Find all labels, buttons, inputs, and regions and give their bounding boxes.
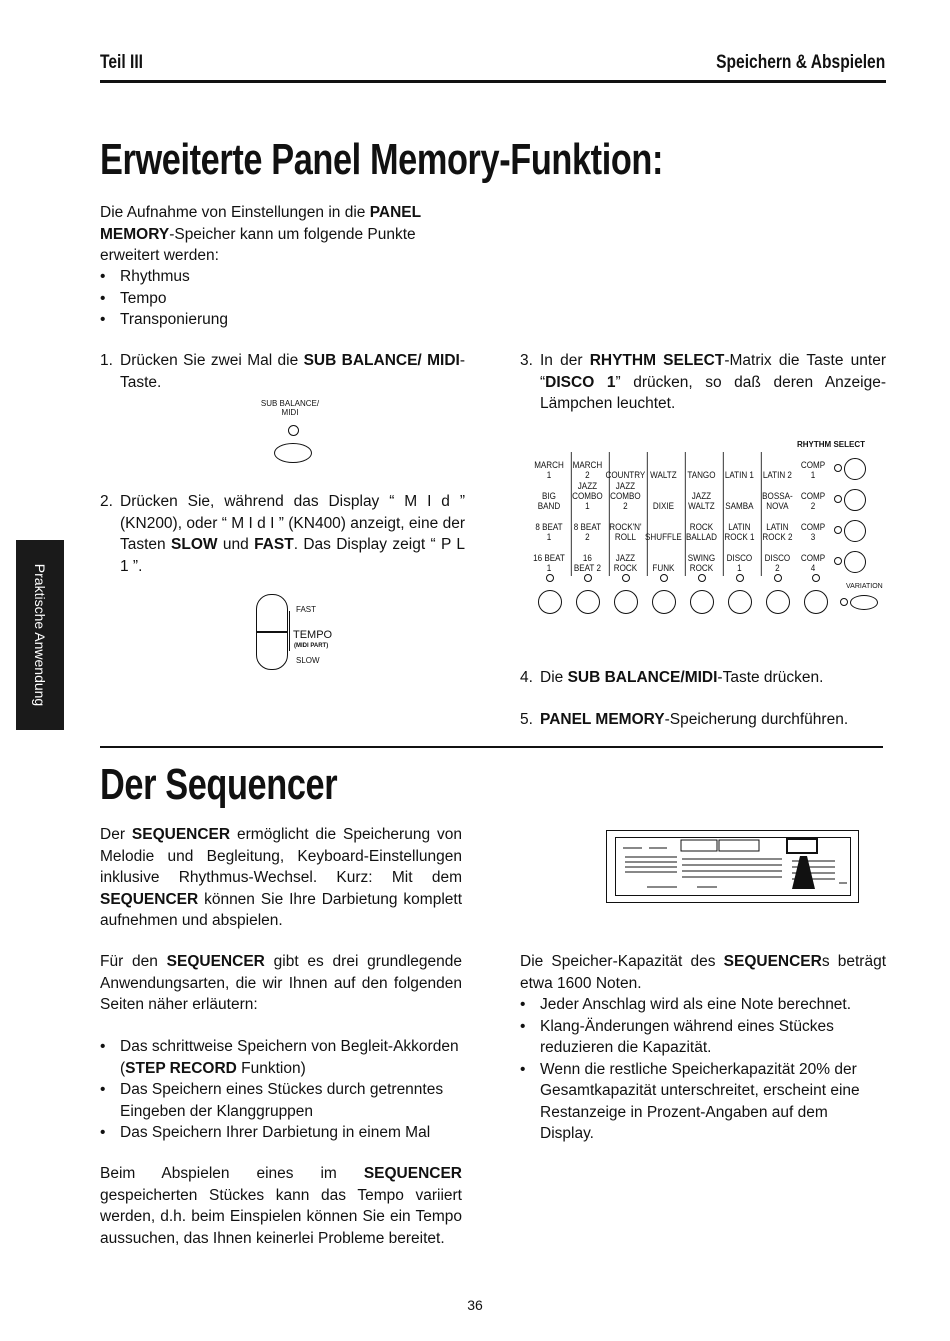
variation-label: VARIATION [846, 583, 883, 590]
rhythm-button[interactable] [728, 590, 752, 614]
sequencer-playback: Beim Abspielen eines im SEQUENCER gespeicherten Stückes kann das Tempo variiert werden, d.h. beim Einspielen können Sie ein Tempo aussuchen, das Ihnen keinerlei Probleme bereitet. [100, 1165, 462, 1247]
rhythm-button[interactable] [652, 590, 676, 614]
sequencer-modes-list [100, 1036, 462, 1144]
list-item: • Das schrittweise Speichern von Begleit-Akkorden (STEP RECORD Funktion) [100, 1036, 462, 1079]
rhythm-button-row [530, 574, 890, 624]
rhythm-button[interactable] [614, 590, 638, 614]
rhythm-button[interactable] [538, 590, 562, 614]
rhythm-label: 8 BEAT 2 [571, 514, 603, 545]
rhythm-label: SAMBA [723, 483, 755, 514]
rhythm-select-label: RHYTHM SELECT [797, 440, 865, 449]
list-item: • Wenn die restliche Speicherkapazität 20% der Gesamtkapazität unterschreitet, erscheint eine Restanzeige in Prozent-Angaben auf dem Display. [520, 1059, 886, 1145]
rhythm-label: LATIN ROCK 1 [723, 514, 755, 545]
indicator-lamp-icon [660, 574, 668, 582]
sub-balance-label: SUB BALANCE/ MIDI [260, 399, 320, 417]
list-item: • Rhythmus [100, 266, 470, 288]
intro-paragraph: Die Aufnahme von Einstellungen in die PANEL MEMORY-Speicher kann um folgende Punkte erweitert werden: [100, 204, 422, 264]
rhythm-label: LATIN 2 [761, 452, 793, 483]
indicator-lamp-icon [834, 464, 842, 472]
list-item: • Das Speichern eines Stückes durch getrenntes Eingeben der Klanggruppen [100, 1079, 462, 1122]
rhythm-button[interactable] [576, 590, 600, 614]
rhythm-label: LATIN ROCK 2 [761, 514, 793, 545]
step-4: 4. Die SUB BALANCE/MIDI-Taste drücken. [520, 669, 824, 686]
step-1: 1. Drücken Sie zwei Mal die SUB BALANCE/ MIDI-Taste. [100, 352, 465, 391]
rhythm-label: DIXIE [647, 483, 679, 514]
indicator-lamp-icon [812, 574, 820, 582]
side-tab: Praktische Anwendung [16, 540, 64, 730]
indicator-lamp-icon [774, 574, 782, 582]
chapter-label: Teil III [100, 52, 143, 73]
chapter-title: Speichern & Abspielen [715, 52, 885, 73]
header-rule [100, 80, 886, 83]
list-item: • Das Speichern Ihrer Darbietung in einem Mal [100, 1122, 462, 1144]
list-item: • Klang-Änderungen während eines Stückes reduzieren die Kapazität. [520, 1016, 886, 1059]
rhythm-label: JAZZ ROCK [609, 545, 641, 576]
fast-label: FAST [296, 605, 317, 614]
indicator-lamp-icon [546, 574, 554, 582]
indicator-lamp-icon [840, 598, 848, 606]
feature-list [100, 266, 470, 331]
list-item: • Transponierung [100, 309, 470, 331]
section-divider [100, 746, 883, 748]
comp-button[interactable] [844, 551, 866, 573]
sequencer-intro: Der SEQUENCER ermöglicht die Speicherung von Melodie und Begleitung, Keyboard-Einstellungen inklusive Rhythmus-Wechsel. Kurz: Mit dem SEQUENCER können Sie Ihre Darbietung komplett aufnehmen und abspielen. [100, 826, 462, 929]
rhythm-label: MARCH 2 [571, 452, 603, 483]
comp-button[interactable] [844, 489, 866, 511]
capacity-notes-list [520, 994, 886, 1145]
rhythm-label: JAZZ COMBO 2 [610, 481, 641, 512]
rhythm-label: DISCO 1 [723, 545, 755, 576]
rhythm-label: SHUFFLE [647, 514, 679, 545]
indicator-lamp-icon [834, 557, 842, 565]
rhythm-select-matrix [530, 452, 830, 576]
rhythm-label: COMP 1 [800, 460, 826, 481]
rhythm-label: JAZZ COMBO 1 [572, 481, 603, 512]
rhythm-button[interactable] [804, 590, 828, 614]
sequencer-uses: Für den SEQUENCER gibt es drei grundlegende Anwendungsarten, die wir Ihnen auf den folgenden Seiten näher erläutern: [100, 953, 462, 1013]
rhythm-label: 16 BEAT 1 [533, 553, 565, 574]
step-2: 2. Drücken Sie, während das Display “ M I d ” (KN200), oder “ M I d I ” (KN400) anzeigt, eine der Tasten SLOW und FAST. Das Display zeigt “ P L 1 ”. [100, 493, 465, 575]
section-title-sequencer: Der Sequencer [100, 760, 338, 809]
sub-balance-midi-button[interactable] [274, 443, 312, 463]
sequencer-capacity: Die Speicher-Kapazität des SEQUENCERs beträgt etwa 1600 Noten. [520, 953, 886, 992]
rhythm-label: LATIN 1 [723, 452, 755, 483]
list-item: • Jeder Anschlag wird als eine Note berechnet. [520, 994, 886, 1016]
rhythm-label: DISCO 2 [761, 545, 793, 576]
rhythm-label: MARCH 1 [534, 460, 564, 481]
rhythm-label: 8 BEAT 1 [535, 522, 563, 543]
step-3: 3. In der RHYTHM SELECT-Matrix die Taste unter “DISCO 1” drücken, so daß deren Anzeige-Lämpchen leuchtet. [520, 352, 887, 412]
midi-part-label: (MIDI PART) [294, 643, 329, 649]
rhythm-label: JAZZ WALTZ [685, 483, 717, 514]
rhythm-label: TANGO [685, 452, 717, 483]
indicator-lamp-icon [288, 425, 299, 436]
comp-button[interactable] [844, 458, 866, 480]
step-5: 5. PANEL MEMORY-Speicherung durchführen. [520, 711, 849, 728]
rhythm-label: COMP 3 [800, 522, 826, 543]
rhythm-label: ROCK BALLAD [685, 514, 717, 545]
control-panel-diagram [606, 830, 859, 903]
rhythm-label: COMP 4 [800, 553, 826, 574]
rhythm-label: 16 BEAT 2 [571, 545, 603, 576]
slow-label: SLOW [296, 656, 320, 665]
list-item: • Tempo [100, 288, 470, 310]
rhythm-label: SWING ROCK [685, 545, 717, 576]
rhythm-label: BIG BAND [537, 491, 561, 512]
tempo-label: TEMPO [293, 629, 333, 641]
rhythm-label: FUNK [647, 545, 679, 576]
rhythm-label: ROCK'N' ROLL [609, 514, 641, 545]
variation-button[interactable] [850, 595, 878, 610]
rhythm-label: COUNTRY [609, 452, 641, 483]
rhythm-button[interactable] [766, 590, 790, 614]
indicator-lamp-icon [584, 574, 592, 582]
rhythm-label: WALTZ [647, 452, 679, 483]
comp-button[interactable] [844, 520, 866, 542]
tempo-fast-button[interactable] [256, 594, 288, 632]
page-number: 36 [467, 1297, 483, 1313]
tempo-slow-button[interactable] [256, 632, 288, 670]
rhythm-label: BOSSA-NOVA [761, 483, 793, 514]
indicator-lamp-icon [622, 574, 630, 582]
section-title-panel-memory: Erweiterte Panel Memory-Funktion: [100, 135, 664, 184]
rhythm-button[interactable] [690, 590, 714, 614]
indicator-lamp-icon [834, 495, 842, 503]
indicator-lamp-icon [698, 574, 706, 582]
rhythm-label: COMP 2 [800, 491, 826, 512]
indicator-lamp-icon [736, 574, 744, 582]
indicator-lamp-icon [834, 526, 842, 534]
